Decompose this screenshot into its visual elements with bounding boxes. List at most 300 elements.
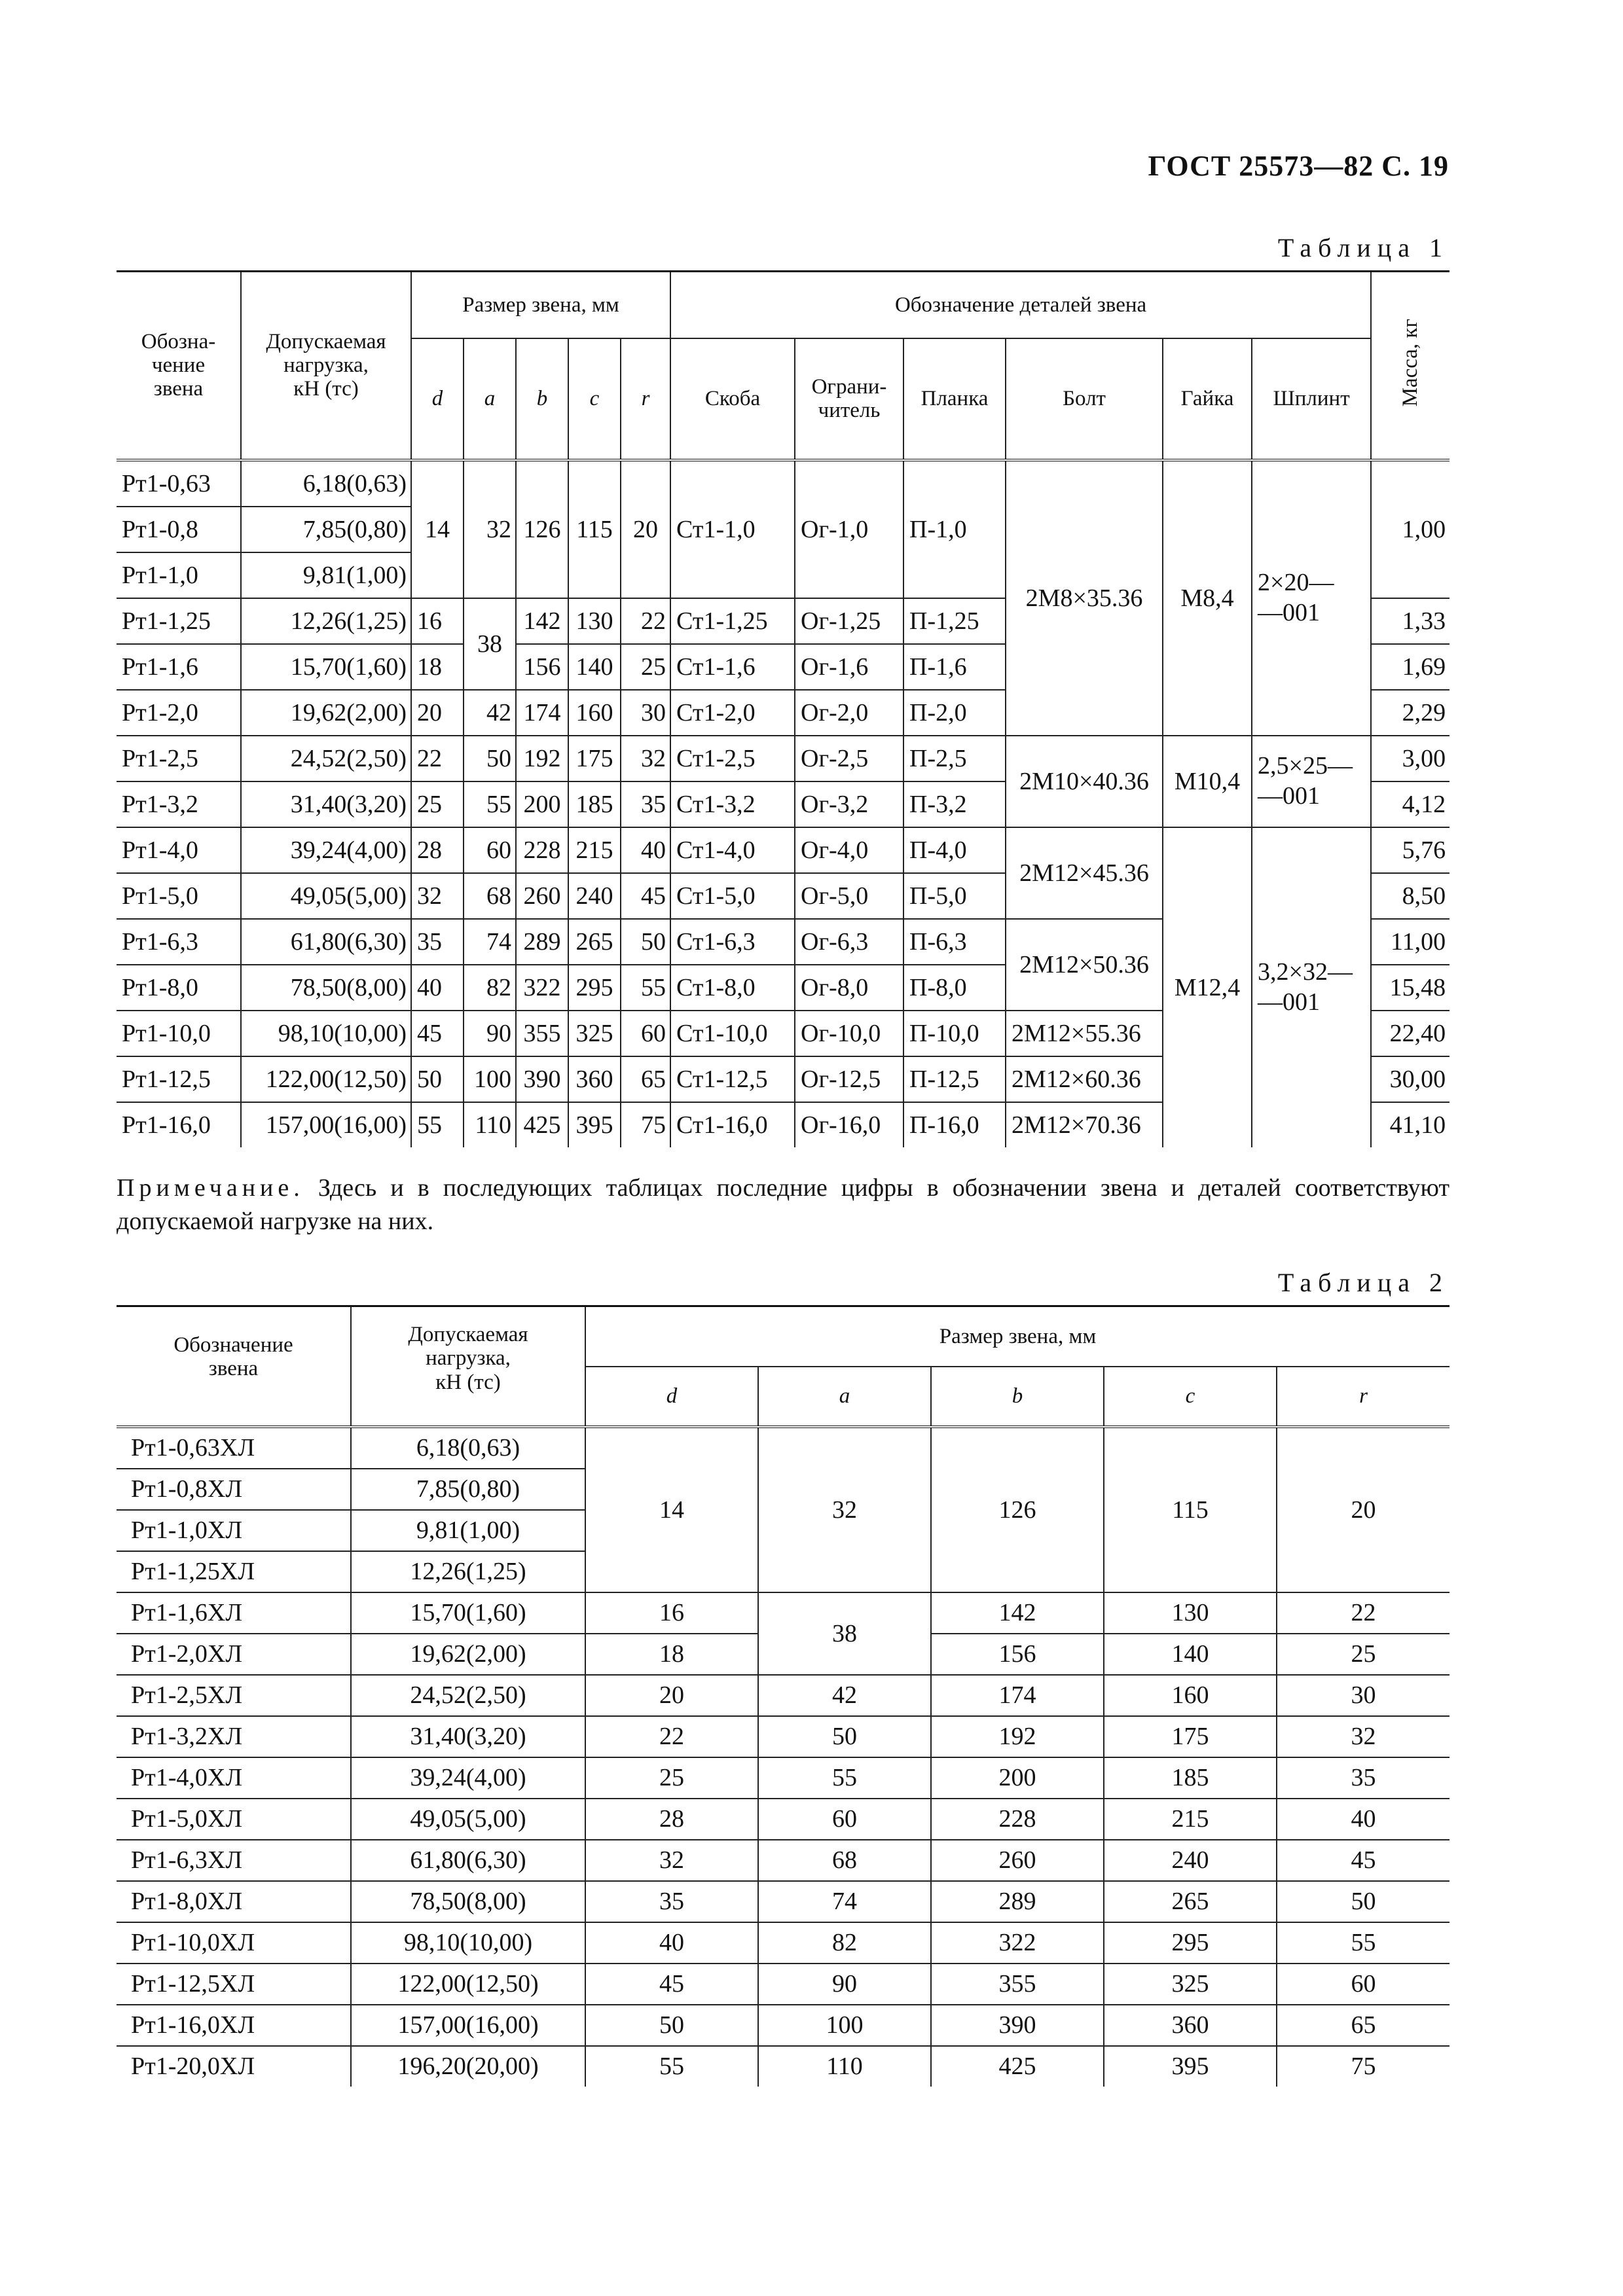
t2-cell-b: 142 [931,1592,1104,1634]
t1-cell-des: Рт1-1,6 [117,644,241,690]
t1-cell-load: 7,85(0,80) [241,507,411,552]
t1-cell-a: 55 [464,781,516,827]
t1-cell-c: 395 [568,1102,621,1147]
t2-cell-d: 14 [585,1427,758,1592]
t1-cell-d: 50 [411,1056,464,1102]
t2-cell-c: 395 [1104,2046,1277,2087]
table-row [117,1922,1450,1964]
t2-cell-r: 75 [1351,2053,1376,2080]
t1-cell-load: 78,50(8,00) [241,965,411,1011]
t2-cell-b: 126 [931,1427,1104,1592]
t1-cell-skoba: Ст1-1,6 [670,644,795,690]
t2-cell-b: 260 [931,1840,1104,1881]
t2-cell-des: Рт1-10,0ХЛ [117,1922,351,1964]
t2-cell-d: 20 [585,1675,758,1716]
t1-cell-ogr: Ог-2,5 [795,736,903,781]
t1-cell-b: 355 [516,1011,568,1056]
t1-cell-planka: П-2,5 [903,736,1006,781]
t1-cell-mass: 30,00 [1371,1056,1450,1102]
t1-cell-skoba: Ст1-2,5 [670,736,795,781]
t2-cell-r: 40 [1277,1799,1450,1840]
t2-cell-load: 15,70(1,60) [351,1592,585,1634]
t2-cell-load: 61,80(6,30) [351,1840,585,1881]
t2-header-size-group: Размер звена, мм [585,1306,1450,1367]
t1-header-shplint: Шплинт [1252,338,1371,460]
t1-cell-mass: 1,00 [1402,515,1446,543]
t1-cell-load: 12,26(1,25) [241,598,411,644]
t1-cell-a: 60 [464,827,516,873]
t1-cell-bolt: 2М12×70.36 [1006,1102,1163,1147]
t2-cell-des: Рт1-5,0ХЛ [117,1799,351,1840]
t1-cell-load: 15,70(1,60) [241,644,411,690]
t1-cell-c: 215 [568,827,621,873]
t2-cell-d: 22 [585,1716,758,1757]
t1-cell-c: 130 [568,598,621,644]
t1-cell-c: 240 [568,873,621,919]
t1-cell-r: 32 [621,736,670,781]
t1-cell-skoba: Ст1-5,0 [670,873,795,919]
t1-cell-r: 45 [621,873,670,919]
t1-cell-b: 156 [516,644,568,690]
t2-cell-r: 30 [1277,1675,1450,1716]
t2-cell-d: 40 [585,1922,758,1964]
t1-cell-bolt: 2М12×45.36 [1006,827,1163,919]
t2-cell-d: 32 [585,1840,758,1881]
t1-cell-skoba: Ст1-2,0 [670,690,795,736]
t1-cell-r: 22 [621,598,670,644]
t1-cell-c: 185 [568,781,621,827]
t1-cell-r: 40 [621,827,670,873]
t1-cell-ogr: Ог-1,25 [795,598,903,644]
t1-cell-d: 28 [411,827,464,873]
t1-cell-planka: П-2,0 [903,690,1006,736]
t1-cell-gaika: М10,4 [1163,736,1252,827]
t1-cell-bolt: 2М10×40.36 [1006,736,1163,827]
t1-cell-d: 32 [411,873,464,919]
t1-cell-load: 24,52(2,50) [241,736,411,781]
t2-header-b: b [931,1367,1104,1427]
t1-cell-des: Рт1-6,3 [117,919,241,965]
t2-header-a: a [758,1367,931,1427]
t2-cell-b: 289 [931,1881,1104,1922]
t2-cell-b: 322 [931,1922,1104,1964]
t1-header-a: a [464,338,516,460]
t2-cell-d: 25 [585,1757,758,1799]
t2-cell-r: 50 [1277,1881,1450,1922]
t1-cell-c: 140 [568,644,621,690]
t1-cell-skoba: Ст1-12,5 [670,1056,795,1102]
t1-cell-skoba: Ст1-16,0 [670,1102,795,1147]
t1-cell-b: 192 [516,736,568,781]
t1-cell-c: 160 [568,690,621,736]
t1-cell-ogr: Ог-3,2 [795,781,903,827]
t1-cell-r: 20 [621,460,670,598]
t1-cell-ogr: Ог-16,0 [795,1102,903,1147]
t1-cell-mass: 41,10 [1389,1111,1446,1139]
note-label: Примечание. [117,1174,304,1202]
t2-cell-c: 265 [1104,1881,1277,1922]
t1-cell-des: Рт1-8,0 [117,965,241,1011]
t1-cell-a: 74 [464,919,516,965]
t1-cell-b: 322 [516,965,568,1011]
t1-cell-b: 228 [516,827,568,873]
t1-cell-d: 25 [411,781,464,827]
t1-header-load: Допускаемая нагрузка, кН (тс) [241,272,411,460]
t2-cell-des: Рт1-16,0ХЛ [117,2005,351,2046]
t2-header-load: Допускаемая нагрузка, кН (тс) [351,1306,585,1427]
note-text: Здесь и в последующих таблицах последние цифры в обозначении звена и деталей соответствуют допускаемой нагрузке на них. [117,1174,1450,1236]
t1-cell-des: Рт1-4,0 [117,827,241,873]
t1-cell-shplint: 2×20— —001 [1252,460,1371,736]
t1-cell-c: 360 [568,1056,621,1102]
t2-cell-load: 78,50(8,00) [351,1881,585,1922]
t1-cell-c: 115 [568,460,621,598]
t1-cell-des: Рт1-1,25 [117,598,241,644]
t2-cell-a: 38 [758,1592,931,1675]
t2-cell-b: 174 [931,1675,1104,1716]
table-row [117,1592,1450,1634]
t1-cell-mass: 4,12 [1371,781,1450,827]
t1-cell-r: 65 [621,1056,670,1102]
t1-cell-skoba: Ст1-3,2 [670,781,795,827]
t2-cell-r: 55 [1277,1922,1450,1964]
t1-cell-d: 45 [411,1011,464,1056]
t1-cell-bolt: 2М12×50.36 [1006,919,1163,1011]
t1-cell-b: 200 [516,781,568,827]
t1-header-ogr: Ограни- читель [795,338,903,460]
t1-cell-ogr: Ог-1,6 [795,644,903,690]
t2-cell-des: Рт1-6,3ХЛ [117,1840,351,1881]
t1-header-b: b [516,338,568,460]
t1-cell-shplint: 2,5×25— —001 [1252,736,1371,827]
t1-cell-a: 50 [464,736,516,781]
t1-cell-planka: П-4,0 [903,827,1006,873]
page-header: ГОСТ 25573—82 С. 19 [1148,150,1449,182]
t1-cell-ogr: Ог-1,0 [795,460,903,598]
t2-cell-c: 360 [1104,2005,1277,2046]
t2-cell-load: 12,26(1,25) [351,1551,585,1592]
t2-cell-c: 115 [1104,1427,1277,1592]
t1-cell-planka: П-1,6 [903,644,1006,690]
t1-cell-des: Рт1-0,8 [117,507,241,552]
t1-cell-planka: П-5,0 [903,873,1006,919]
t2-cell-r: 25 [1277,1634,1450,1675]
t2-cell-b: 200 [931,1757,1104,1799]
t2-cell-load: 7,85(0,80) [351,1469,585,1510]
t1-cell-b: 260 [516,873,568,919]
table-row [117,1675,1450,1716]
table2-caption: Таблица 2 [1277,1268,1449,1297]
table-row [117,460,1450,507]
t2-cell-r: 45 [1277,1840,1450,1881]
t1-cell-r: 25 [621,644,670,690]
t1-cell-ogr: Ог-4,0 [795,827,903,873]
table-row [117,1716,1450,1757]
t1-cell-d: 40 [411,965,464,1011]
t2-cell-a: 110 [758,2046,931,2087]
t2-cell-a: 42 [758,1675,931,1716]
table-row [117,1427,1450,1469]
t2-cell-a: 50 [758,1716,931,1757]
t1-cell-b: 126 [516,460,568,598]
t2-cell-c: 215 [1104,1799,1277,1840]
t2-cell-d: 28 [585,1799,758,1840]
t2-cell-b: 228 [931,1799,1104,1840]
t2-cell-d: 18 [585,1634,758,1675]
t1-cell-mass: 2,29 [1371,690,1450,736]
t2-header-c: c [1104,1367,1277,1427]
table-row [117,827,1450,873]
t2-cell-des: Рт1-4,0ХЛ [117,1757,351,1799]
t1-cell-r: 35 [621,781,670,827]
t2-cell-r: 32 [1277,1716,1450,1757]
t1-cell-planka: П-10,0 [903,1011,1006,1056]
t1-cell-bolt: 2М8×35.36 [1006,460,1163,736]
t2-cell-d: 45 [585,1964,758,2005]
t2-cell-c: 185 [1104,1757,1277,1799]
t1-cell-gaika: М8,4 [1163,460,1252,736]
t1-cell-d: 18 [411,644,464,690]
t1-cell-load: 6,18(0,63) [241,460,411,507]
table-row [117,736,1450,781]
t2-cell-r: 65 [1277,2005,1450,2046]
t1-cell-a: 110 [464,1102,516,1147]
t1-cell-ogr: Ог-8,0 [795,965,903,1011]
table-row [117,2005,1450,2046]
t1-cell-planka: П-12,5 [903,1056,1006,1102]
t1-header-bolt: Болт [1006,338,1163,460]
t1-cell-r: 50 [621,919,670,965]
t1-cell-a: 68 [464,873,516,919]
t1-cell-des: Рт1-12,5 [117,1056,241,1102]
t1-cell-ogr: Ог-6,3 [795,919,903,965]
t2-cell-des: Рт1-0,63ХЛ [117,1427,351,1469]
t1-cell-r: 30 [621,690,670,736]
t2-cell-des: Рт1-0,8ХЛ [117,1469,351,1510]
t1-cell-mass: 1,69 [1371,644,1450,690]
table-row [117,1881,1450,1922]
t2-cell-a: 68 [758,1840,931,1881]
t1-cell-des: Рт1-2,5 [117,736,241,781]
t1-cell-des: Рт1-1,0 [117,552,241,598]
t2-cell-load: 24,52(2,50) [351,1675,585,1716]
t1-cell-b: 289 [516,919,568,965]
t1-cell-a: 100 [464,1056,516,1102]
t1-cell-skoba: Ст1-6,3 [670,919,795,965]
t2-cell-des: Рт1-1,0ХЛ [117,1510,351,1551]
t2-cell-load: 157,00(16,00) [351,2005,585,2046]
t1-cell-load: 31,40(3,20) [241,781,411,827]
t1-cell-des: Рт1-3,2 [117,781,241,827]
t1-cell-planka: П-3,2 [903,781,1006,827]
t1-cell-a: 42 [464,690,516,736]
t1-cell-load: 39,24(4,00) [241,827,411,873]
t1-cell-d: 20 [411,690,464,736]
table-row [117,1757,1450,1799]
t2-cell-d: 55 [585,2046,758,2087]
t2-cell-des: Рт1-8,0ХЛ [117,1881,351,1922]
t2-cell-b: 192 [931,1716,1104,1757]
t2-cell-a: 82 [758,1922,931,1964]
t2-cell-load: 9,81(1,00) [351,1510,585,1551]
t1-cell-c: 295 [568,965,621,1011]
table2 [117,1305,1450,2087]
t2-cell-c: 130 [1104,1592,1277,1634]
t2-cell-load: 196,20(20,00) [351,2046,585,2087]
t1-header-d: d [411,338,464,460]
t1-cell-a: 90 [464,1011,516,1056]
t1-cell-load: 49,05(5,00) [241,873,411,919]
t1-cell-r: 60 [621,1011,670,1056]
t2-cell-load: 39,24(4,00) [351,1757,585,1799]
t1-cell-bolt: 2М12×55.36 [1006,1011,1163,1056]
t2-cell-des: Рт1-2,5ХЛ [117,1675,351,1716]
t2-cell-load: 122,00(12,50) [351,1964,585,2005]
t2-cell-a: 60 [758,1799,931,1840]
t1-cell-a: 38 [464,598,516,690]
t1-cell-ogr: Ог-2,0 [795,690,903,736]
t2-cell-load: 31,40(3,20) [351,1716,585,1757]
t1-cell-planka: П-1,0 [903,460,1006,598]
t2-cell-des: Рт1-20,0ХЛ [117,2046,351,2087]
t2-cell-a: 74 [758,1881,931,1922]
t1-cell-c: 265 [568,919,621,965]
t1-cell-r: 75 [621,1102,670,1147]
t1-cell-planka: П-16,0 [903,1102,1006,1147]
t1-cell-skoba: Ст1-8,0 [670,965,795,1011]
t2-cell-des: Рт1-1,25ХЛ [117,1551,351,1592]
t2-cell-d: 50 [585,2005,758,2046]
t1-cell-planka: П-6,3 [903,919,1006,965]
t2-cell-r: 60 [1277,1964,1450,2005]
t2-cell-a: 100 [758,2005,931,2046]
t1-cell-des: Рт1-16,0 [117,1102,241,1147]
t2-cell-r: 35 [1277,1757,1450,1799]
t1-cell-mass: 3,00 [1371,736,1450,781]
t1-cell-c: 325 [568,1011,621,1056]
t1-header-size-group: Размер звена, мм [411,272,670,338]
t1-cell-d: 16 [411,598,464,644]
t1-cell-mass: 5,76 [1371,827,1450,873]
t1-cell-d: 22 [411,736,464,781]
t2-cell-a: 55 [758,1757,931,1799]
t2-cell-r: 22 [1277,1592,1450,1634]
t1-cell-load: 19,62(2,00) [241,690,411,736]
t1-header-planka: Планка [903,338,1006,460]
table-row [117,2046,1450,2087]
t2-header-r: r [1277,1367,1450,1427]
table-row [117,1799,1450,1840]
t1-header-mass: Масса, кг [1371,272,1450,460]
t1-cell-mass: 8,50 [1371,873,1450,919]
t2-cell-des: Рт1-12,5ХЛ [117,1964,351,2005]
t2-cell-load: 49,05(5,00) [351,1799,585,1840]
t1-cell-shplint: 3,2×32— —001 [1252,827,1371,1147]
t2-cell-a: 90 [758,1964,931,2005]
table-row [117,1964,1450,2005]
t2-cell-c: 325 [1104,1964,1277,2005]
t1-header-designation: Обозна- чение звена [117,272,241,460]
t1-cell-d: 35 [411,919,464,965]
t2-header-d: d [585,1367,758,1427]
t2-cell-a: 32 [758,1427,931,1592]
t1-cell-b: 390 [516,1056,568,1102]
t2-cell-d: 35 [585,1881,758,1922]
t2-cell-load: 98,10(10,00) [351,1922,585,1964]
t2-cell-d: 16 [585,1592,758,1634]
t1-cell-bolt: 2М12×60.36 [1006,1056,1163,1102]
t2-cell-b: 355 [931,1964,1104,2005]
t1-header-skoba: Скоба [670,338,795,460]
t2-cell-c: 175 [1104,1716,1277,1757]
t1-cell-mass: 1,33 [1371,598,1450,644]
t2-cell-b: 390 [931,2005,1104,2046]
t1-header-r: r [621,338,670,460]
t1-cell-des: Рт1-10,0 [117,1011,241,1056]
t1-cell-skoba: Ст1-4,0 [670,827,795,873]
t1-cell-b: 174 [516,690,568,736]
table1-note [117,1172,1450,1239]
t1-header-parts-group: Обозначение деталей звена [670,272,1371,338]
t1-cell-ogr: Ог-12,5 [795,1056,903,1102]
t2-cell-c: 140 [1104,1634,1277,1675]
t1-cell-load: 122,00(12,50) [241,1056,411,1102]
t1-cell-r: 55 [621,965,670,1011]
table1 [117,270,1450,1147]
t2-cell-load: 6,18(0,63) [351,1427,585,1469]
t1-cell-planka: П-8,0 [903,965,1006,1011]
t1-cell-ogr: Ог-5,0 [795,873,903,919]
t1-cell-load: 98,10(10,00) [241,1011,411,1056]
t1-cell-c: 175 [568,736,621,781]
t2-cell-load: 19,62(2,00) [351,1634,585,1675]
t1-cell-skoba: Ст1-1,0 [670,460,795,598]
t1-cell-a: 82 [464,965,516,1011]
t2-cell-c: 295 [1104,1922,1277,1964]
t1-cell-ogr: Ог-10,0 [795,1011,903,1056]
t1-cell-skoba: Ст1-1,25 [670,598,795,644]
t1-cell-load: 157,00(16,00) [241,1102,411,1147]
t2-cell-b: 156 [931,1634,1104,1675]
t2-cell-b: 425 [931,2046,1104,2087]
t2-cell-des: Рт1-2,0ХЛ [117,1634,351,1675]
t1-header-c: c [568,338,621,460]
t1-cell-skoba: Ст1-10,0 [670,1011,795,1056]
t2-cell-des: Рт1-1,6ХЛ [117,1592,351,1634]
t2-header-designation: Обозначение звена [117,1306,351,1427]
table-row [117,1840,1450,1881]
t1-cell-b: 425 [516,1102,568,1147]
t1-cell-mass: 22,40 [1371,1011,1450,1056]
t2-cell-r: 20 [1277,1427,1450,1592]
t1-cell-b: 142 [516,598,568,644]
t2-cell-c: 160 [1104,1675,1277,1716]
t1-cell-a: 32 [464,460,516,598]
t1-cell-planka: П-1,25 [903,598,1006,644]
t1-cell-des: Рт1-0,63 [117,460,241,507]
table1-caption: Таблица 1 [1277,233,1449,262]
t1-cell-load: 9,81(1,00) [241,552,411,598]
t1-cell-gaika: М12,4 [1163,827,1252,1147]
t1-cell-d: 55 [411,1102,464,1147]
t1-cell-d: 14 [411,460,464,598]
t2-cell-c: 240 [1104,1840,1277,1881]
t1-cell-des: Рт1-2,0 [117,690,241,736]
t1-cell-des: Рт1-5,0 [117,873,241,919]
t2-cell-des: Рт1-3,2ХЛ [117,1716,351,1757]
t1-header-gaika: Гайка [1163,338,1252,460]
t1-cell-mass: 15,48 [1371,965,1450,1011]
